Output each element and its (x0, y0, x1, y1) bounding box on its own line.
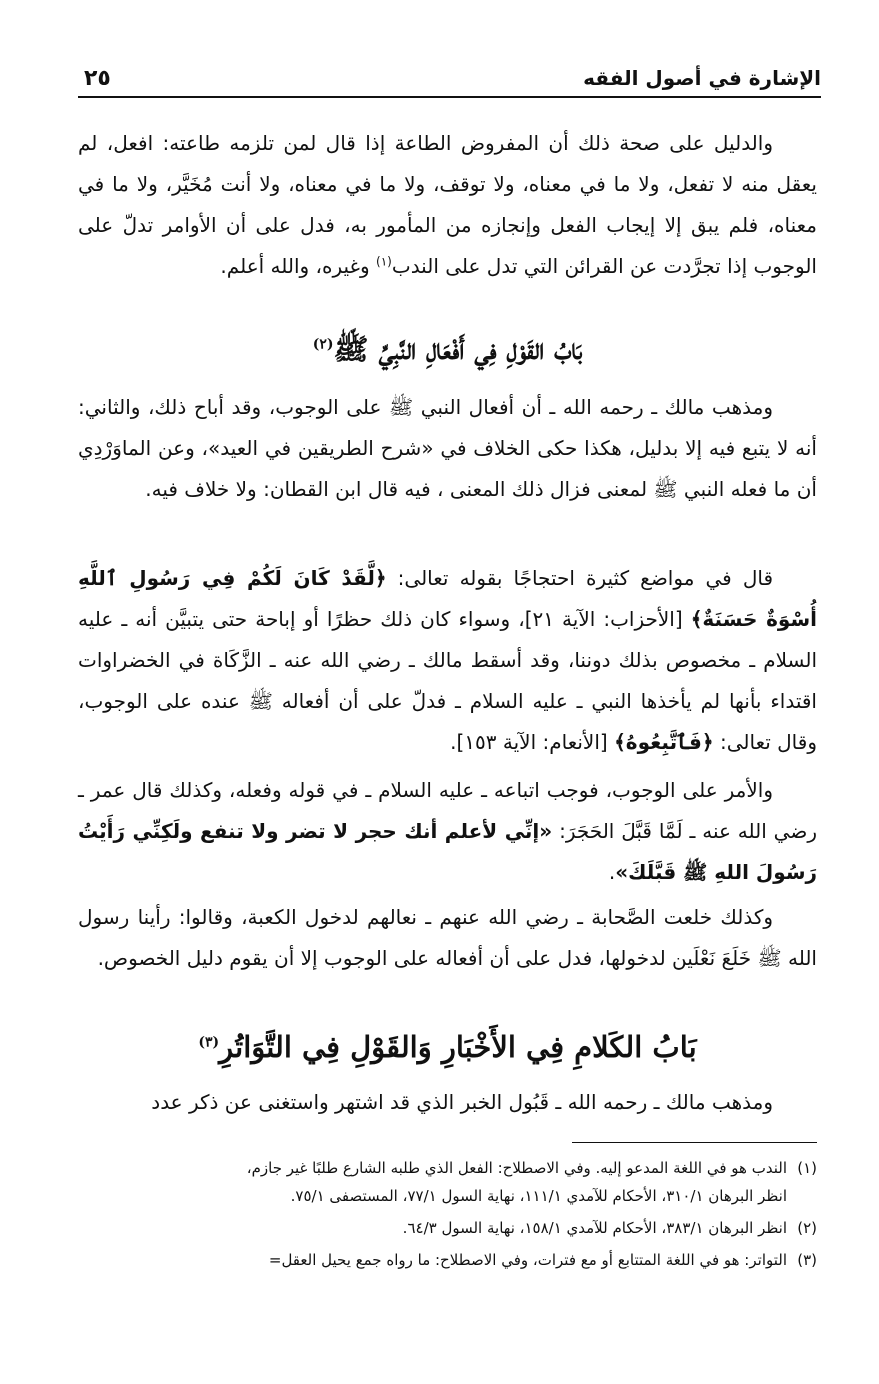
heading-text: بَابُ الكَلامِ فِي الأَخْبَارِ وَالقَوْلِ فِي التَّوَاتُرِ (219, 1030, 697, 1064)
quran-verse-anam: ﴿فَٱتَّبِعُوهُ﴾ (614, 730, 714, 754)
paragraph-malik-doctrine (78, 387, 817, 510)
footnote-number: (٣) (797, 1251, 817, 1269)
heading-text: بَابُ القَوْلِ فِي أَفْعَالِ النَّبِيِّ ﷺ (333, 332, 583, 366)
footnote-number: (١) (797, 1159, 817, 1177)
footnote-2 (78, 1214, 817, 1242)
footnote-ref-1: (١) (376, 254, 392, 269)
paragraph-text-end: [الأنعام: الآية ١٥٣]. (450, 730, 615, 754)
paragraph-text: والدليل على صحة ذلك أن المفروض الطاعة إذا قال لمن تلزمه طاعته: افعل، لم يعقل منه لا تفعل، ولا ما في معناه، ولا توقف، ولا ما في معناه، ولا أنت مُخَيَّر، ولا ما في معناه، فلم يبق إلا إيجاب الفعل وإنجازه من المأمور به، فدل على أن الأوامر تدلّ على الوجوب إذا تجرَّدت عن القرائن التي تدل على الندب (78, 131, 817, 278)
paragraph-text-continued: [الأحزاب: الآية ٢١]، وسواء كان ذلك حظرًا أو إباحة حتى يتبيَّن أنه ـ عليه السلام ـ مخصوص بذلك دوننا، وقد أسقط مالك ـ رضي الله عنه ـ الزَّكَاة في الخضراوات اقتداء بأنها لم يأخذها النبي ـ عليه السلام ـ فدلّ على أن أفعاله ﷺ عنده على الوجوب، وقال تعالى: (78, 607, 817, 754)
footnote-text: انظر البرهان ٣٨٣/١، الأحكام للآمدي ١٥٨/١، نهاية السول ٦٤/٣. (402, 1219, 787, 1237)
page-number: ٢٥ (84, 66, 111, 91)
header-rule (78, 96, 821, 98)
paragraph-text-end: . (608, 860, 616, 884)
footnote-text: التواتر: هو في اللغة المتتابع أو مع فترات، وفي الاصطلاح: ما رواه جمع يحيل العقل= (268, 1251, 787, 1269)
footnote-ref-3: (٣) (198, 1034, 220, 1051)
footnote-text: الندب هو في اللغة المدعو إليه. وفي الاصطلاح: الفعل الذي طلبه الشارع طلبًا غير جازم، (246, 1159, 787, 1177)
paragraph-text: ومذهب مالك ـ رحمه الله ـ أن أفعال النبي ﷺ على الوجوب، وقد أباح ذلك، والثاني: أنه لا يتبع فيه إلا بدليل، هكذا حكى الخلاف في «شرح الطريقين في العيد»، وعن الماوَرْدِي أن ما فعله النبي ﷺ لمعنى فزال ذلك المعنى ، فيه قال ابن القطان: ولا خلاف فيه. (78, 395, 817, 501)
paragraph-text: وكذلك خلعت الصَّحابة ـ رضي الله عنهم ـ نعالهم لدخول الكعبة، وقالوا: رأينا رسول الله ﷺ خَلَعَ نَعْلَين لدخولها، فدل على أن أفعاله على الوجوب إلا أن يقوم دليل الخصوص. (78, 905, 817, 970)
paragraph-quran-citation (78, 558, 817, 763)
footnote-text-continued: انظر البرهان ٣١٠/١، الأحكام للآمدي ١١١/١، نهاية السول ٧٧/١، المستصفى ٧٥/١. (290, 1187, 787, 1205)
chapter-heading-prophet-acts (78, 332, 817, 374)
paragraph-text: ومذهب مالك ـ رحمه الله ـ قَبُول الخبر الذي قد اشتهر واستغنى عن ذكر عدد (151, 1090, 773, 1114)
hadith-quote: «إنِّي لأعلم أنك حجر لا تضر ولا تنفع ولَكِنِّي رَأَيْتُ رَسُولَ اللهِ ﷺ قَبَّلَكَ» (78, 819, 817, 884)
paragraph-text: والأمر على الوجوب، فوجب اتباعه ـ عليه السلام ـ في قوله وفعله، وكذلك قال عمر ـ رضي الله عنه ـ لَمَّا قَبَّلَ الحَجَرَ: (78, 778, 817, 843)
paragraph-evidence (78, 123, 817, 287)
page-header (78, 58, 821, 98)
footnote-ref-2: (٢) (312, 336, 334, 353)
running-title: الإشارة في أصول الفقه (583, 66, 821, 90)
footnote-number: (٢) (797, 1219, 817, 1237)
footnote-3 (78, 1246, 817, 1274)
quran-verse-ahzab: ﴿لَّقَدْ كَانَ لَكُمْ فِي رَسُولِ ٱللَّهِ أُسْوَةٌ حَسَنَةٌ﴾ (78, 566, 817, 631)
footnote-separator (572, 1142, 817, 1143)
paragraph-text-tail: وغيره، والله أعلم. (220, 254, 377, 278)
paragraph-companions-sandals (78, 897, 817, 979)
paragraph-reports (78, 1082, 817, 1123)
paragraph-umar-stone (78, 770, 817, 893)
footnote-1 (78, 1154, 817, 1210)
chapter-heading-reports (78, 1030, 817, 1064)
paragraph-text: قال في مواضع كثيرة احتجاجًا بقوله تعالى: (386, 566, 773, 590)
